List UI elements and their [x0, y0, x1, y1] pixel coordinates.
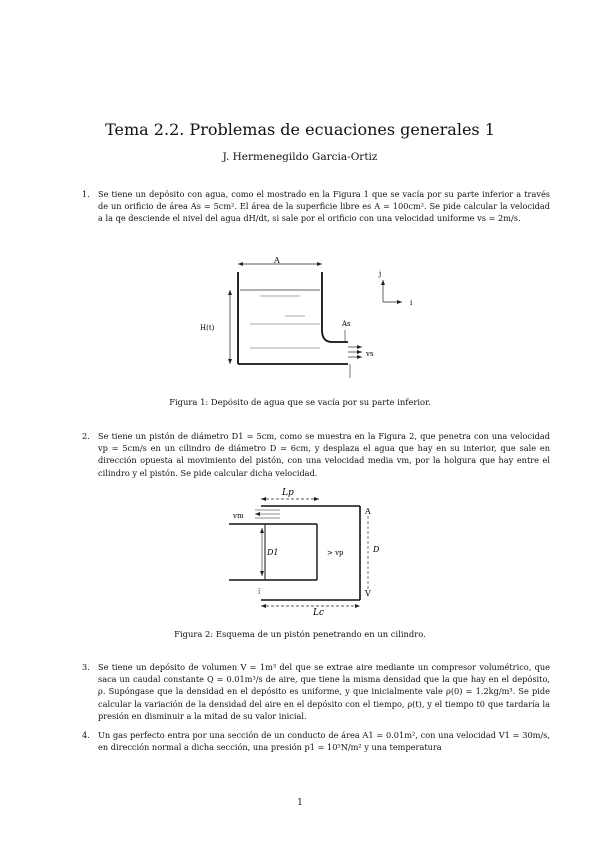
problem-text: Se tiene un depósito de volumen V = 1m³ del que se extrae aire mediante un compresor volumétrico, que saca un caudal constante Q = 0.01m³/s de aire, que tiene la misma densidad que la que hay en el depósito, ρ. Supóngase que la densidad en el depósito es uniforme, y que inicialmente vale ρ(0) = 1.2kg/m³. Se pide calcular la variación de la densidad del aire en el depósito con el tiempo, ρ(t), y el tiempo t0 que tardaría la presión en disminuir a la mitad de su valor inicial.: [98, 662, 550, 721]
axis-i-label: i: [410, 299, 413, 307]
label-D: D: [373, 545, 380, 554]
page-title: Tema 2.2. Problemas de ecuaciones generales 1: [105, 120, 495, 139]
label-vp: > vp: [327, 549, 344, 557]
page-number: 1: [297, 798, 303, 808]
label-area: A: [274, 256, 280, 265]
figure-2-piston-diagram: [225, 484, 395, 616]
problem-2: [82, 430, 550, 479]
figure-2-caption: Figura 2: Esquema de un pistón penetrando en un cilindro.: [174, 629, 426, 639]
label-height: H(t): [200, 324, 215, 332]
problem-4: [82, 729, 550, 753]
problem-number: 1.: [82, 189, 90, 199]
label-orifice: As: [342, 320, 351, 328]
problem-text: Un gas perfecto entra por una sección de un conducto de área A1 = 0.01m², con una velocidad V1 = 30m/s, en dirección normal a dicha sección, una presión p1 = 10⁵N/m² y una temperatura: [98, 730, 550, 753]
problem-3: [82, 661, 550, 722]
label-Lc: Lc: [313, 608, 325, 616]
gap-marks-icon: ⁞: [258, 587, 261, 596]
figure-1-tank-diagram: [190, 256, 420, 384]
label-D1: D1: [267, 548, 279, 557]
figure-1-caption: Figura 1: Depósito de agua que se vacía por su parte inferior.: [169, 397, 431, 407]
label-V: V: [365, 589, 371, 598]
problem-text: Se tiene un pistón de diámetro D1 = 5cm, como se muestra en la Figura 2, que penetra con una velocidad vp = 5cm/s en un cilindro de diámetro D = 6cm, y desplaza el agua que hay en su interior, que sale en dirección opuesta al movimiento del pistón, con una velocidad media vm, por la holgura que hay entre el cilindro y el pistón. Se pide calcular dicha velocidad.: [98, 431, 550, 478]
label-A: A: [365, 507, 371, 516]
problem-1: [82, 188, 550, 225]
problem-text: Se tiene un depósito con agua, como el mostrado en la Figura 1 que se vacía por su parte inferior a través de un orificio de área As = 5cm². El área de la superficie libre es A = 100cm². Se pide calcular la velocidad a la qe desciende el nivel del agua dH/dt, si sale por el orificio con una velocidad uniforme vs = 2m/s.: [98, 189, 550, 224]
problem-number: 3.: [82, 662, 90, 672]
axis-j-label: j: [379, 270, 382, 278]
author: J. Hermenegildo Garcia-Ortiz: [222, 151, 378, 163]
label-vm: vm: [233, 512, 244, 520]
label-Lp: Lp: [282, 488, 294, 498]
label-velocity: vs: [366, 350, 374, 358]
problem-number: 4.: [82, 730, 90, 740]
problem-number: 2.: [82, 431, 90, 441]
